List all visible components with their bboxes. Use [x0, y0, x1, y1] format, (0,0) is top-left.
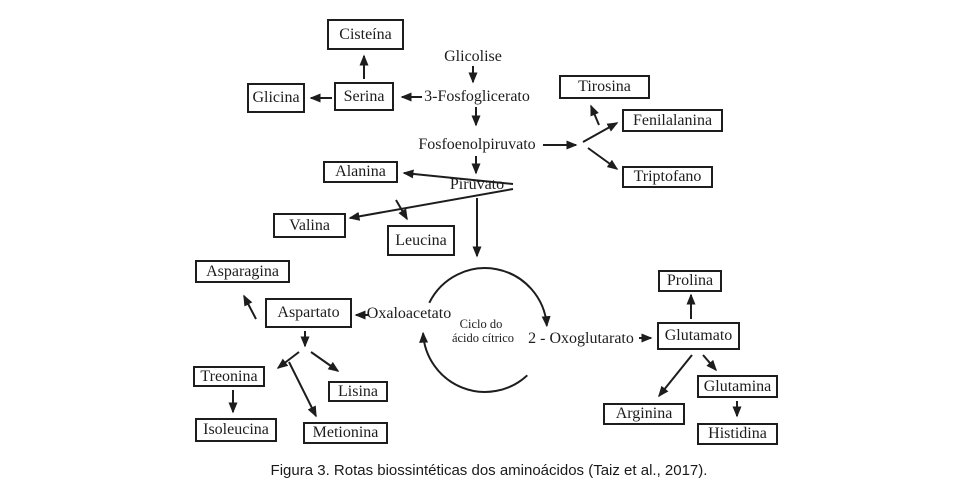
node-fosfoglicerato: 3-Fosfoglicerato — [424, 88, 530, 105]
node-lisina: Lisina — [328, 381, 388, 402]
node-valina: Valina — [273, 213, 346, 238]
node-serina: Serina — [334, 82, 394, 111]
edge-fan-to-lisina — [311, 352, 338, 371]
node-triptofano: Triptofano — [622, 166, 713, 188]
node-fosfoenolpiruvato: Fosfoenolpiruvato — [418, 136, 536, 153]
node-tirosina: Tirosina — [559, 75, 650, 99]
node-ciclo-label-2: ácido cítrico — [451, 330, 515, 345]
node-isoleucina: Isoleucina — [195, 418, 277, 442]
figure-caption: Figura 3. Rotas biossintéticas dos aminoácidos (Taiz et al., 2017). — [270, 462, 708, 479]
edge-glutamato-to-glutamina — [703, 355, 716, 370]
node-alanina: Alanina — [323, 161, 398, 183]
node-fenilalanina: Fenilalanina — [622, 109, 723, 132]
node-prolina: Prolina — [658, 270, 722, 292]
node-glicolise: Glicolise — [444, 48, 502, 65]
node-oxaloacetato: Oxaloacetato — [366, 305, 452, 322]
edge-fan-to-metionina — [289, 362, 316, 416]
edge-aromatic-branch-to-fenilalanina — [583, 123, 617, 142]
edge-piruvato-to-valina — [350, 189, 513, 218]
edge-aromatic-branch-to-triptofano — [588, 148, 617, 169]
edge-fan-to-treonina — [278, 352, 299, 368]
node-glicina: Glicina — [247, 83, 305, 113]
node-glutamina: Glutamina — [697, 375, 778, 398]
node-metionina: Metionina — [303, 422, 388, 444]
edge-aromatic-branch-to-tirosina — [591, 106, 599, 125]
node-piruvato: Piruvato — [449, 176, 505, 193]
node-asparagina: Asparagina — [195, 260, 290, 283]
node-treonina: Treonina — [193, 366, 265, 387]
node-leucina: Leucina — [387, 225, 455, 256]
node-aspartato: Aspartato — [265, 298, 352, 328]
edge-glutamato-to-arginina — [659, 355, 692, 396]
node-cisteina: Cisteína — [327, 19, 404, 50]
node-histidina: Histidina — [697, 423, 778, 445]
node-ciclo-label-1: Ciclo do — [459, 316, 503, 331]
node-glutamato: Glutamato — [657, 322, 740, 350]
edge-aspartato-to-asparagina — [244, 296, 256, 319]
node-oxoglutarato: 2 - Oxoglutarato — [528, 330, 634, 347]
node-arginina: Arginina — [603, 403, 685, 425]
